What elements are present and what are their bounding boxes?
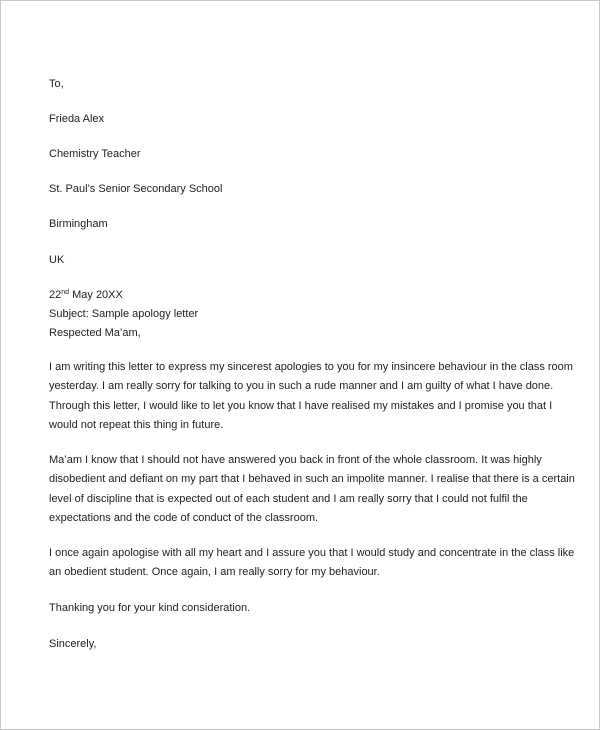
greeting: Respected Ma’am, — [49, 327, 141, 339]
country: UK — [49, 254, 65, 266]
paragraph-line: disobedient and defiant on my part that I behaved in such an impolite manner. I realise that there is a certain — [49, 473, 575, 486]
paragraph-line: expectations and the code of conduct of the classroom. — [49, 511, 319, 524]
paragraph-line: I once again apologise with all my heart and I assure you that I would study and concentrate in the class like — [49, 547, 575, 559]
paragraph-line: would not repeat this thing in future. — [49, 418, 224, 431]
closing: Sincerely, — [49, 638, 97, 650]
paragraph-promise — [49, 544, 575, 583]
paragraph-apology — [49, 358, 573, 435]
paragraph-line: yesterday. I am really sorry for talking to you in such a rude manner and I am guilty of what I have done. — [49, 380, 554, 393]
salutation-to: To, — [49, 78, 64, 90]
city: Birmingham — [49, 218, 108, 230]
paragraph-line: Through this letter, I would like to let you know that I have realised my mistakes and I promise you that I — [49, 399, 553, 412]
subject-line: Subject: Sample apology letter — [49, 308, 199, 320]
paragraph-line: level of discipline that is expected out of each student and I am really sorry that I could not fulfil the — [49, 492, 528, 505]
paragraph-line: Ma’am I know that I should not have answered you back in front of the whole classroom. It was highly — [49, 454, 542, 466]
date-suffix: nd — [61, 289, 70, 296]
letter-date — [49, 288, 123, 302]
paragraph-line: I am writing this letter to express my sincerest apologies to you for my insincere behaviour in the class room — [49, 361, 573, 373]
thanks-line: Thanking you for your kind consideration. — [49, 602, 251, 614]
date-day: 22 — [49, 289, 62, 301]
date-month-year: May 20XX — [69, 289, 123, 301]
recipient-title: Chemistry Teacher — [49, 148, 141, 160]
paragraph-regret — [49, 451, 575, 528]
school-name: St. Paul’s Senior Secondary School — [49, 183, 223, 195]
paragraph-line: an obedient student. Once again, I am really sorry for my behaviour. — [49, 566, 380, 579]
recipient-name: Frieda Alex — [49, 113, 105, 125]
